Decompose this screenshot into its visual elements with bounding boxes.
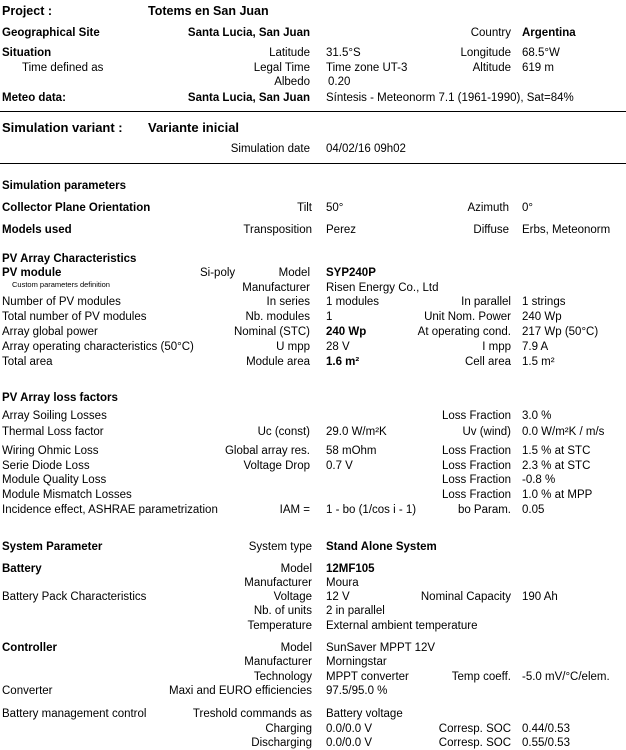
models-label: Models used [2, 224, 72, 236]
efficiencies-value: 97.5/95.0 % [326, 685, 388, 697]
impp-value: 7.9 A [522, 341, 549, 353]
technology-value: MPPT converter [326, 671, 409, 683]
efficiencies-label: Maxi and EURO efficiencies [169, 685, 312, 697]
legal-time-value: Time zone UT-3 [326, 62, 408, 74]
mismatch-value: 1.0 % at MPP [522, 489, 593, 501]
divider [0, 163, 626, 164]
time-defined-label: Time defined as [22, 62, 104, 74]
discharging-soc-label: Corresp. SOC [438, 737, 511, 749]
total-area-label: Total area [2, 356, 53, 368]
orientation-label: Collector Plane Orientation [2, 202, 151, 214]
transposition-label: Transposition [243, 224, 312, 236]
manufacturer-value: Risen Energy Co., Ltd [326, 282, 439, 294]
albedo-label: Albedo [274, 76, 310, 88]
transposition-value: Perez [326, 224, 357, 236]
pv-module-label: PV module [2, 267, 62, 279]
threshold-label: Treshold commands as [192, 708, 312, 720]
discharging-value: 0.0/0.0 V [326, 737, 373, 749]
geo-site-label: Geographical Site [2, 27, 100, 39]
global-res-label: Global array res. [224, 445, 310, 457]
quality-value: -0.8 % [522, 474, 556, 486]
converter-label: Converter [2, 685, 53, 697]
nb-modules-value: 1 [326, 311, 333, 323]
geo-site-value: Santa Lucia, San Juan [187, 27, 310, 39]
diode-value: 2.3 % at STC [522, 460, 591, 472]
country-value: Argentina [522, 27, 576, 39]
loss-fraction-label: Loss Fraction [441, 489, 511, 501]
latitude-label: Latitude [269, 47, 310, 59]
in-parallel-label: In parallel [461, 296, 511, 308]
discharging-label: Discharging [251, 737, 312, 749]
controller-manufacturer-value: Morningstar [326, 656, 387, 668]
system-type-value: Stand Alone System [326, 541, 437, 553]
ohmic-label: Wiring Ohmic Loss [2, 445, 99, 457]
albedo-value: 0.20 [328, 76, 351, 88]
in-series-label: In series [266, 296, 310, 308]
meteo-value: Síntesis - Meteonorm 7.1 (1961-1990), Sat=84% [326, 92, 574, 104]
nominal-value: 240 Wp [326, 326, 367, 338]
pv-array-title: PV Array Characteristics [2, 253, 137, 265]
diffuse-value: Erbs, Meteonorm [522, 224, 611, 236]
controller-label: Controller [2, 642, 57, 654]
project-name: Totems en San Juan [148, 4, 269, 18]
controller-manufacturer-label: Manufacturer [244, 656, 312, 668]
custom-params-note: Custom parameters definition [12, 280, 110, 289]
legal-time-label: Legal Time [253, 62, 310, 74]
battery-label: Battery [2, 563, 42, 575]
discharging-soc-value: 0.55/0.53 [522, 737, 570, 749]
in-parallel-value: 1 strings [522, 296, 566, 308]
voltage-drop-label: Voltage Drop [243, 460, 310, 472]
longitude-value: 68.5°W [522, 47, 560, 59]
iam-formula: 1 - bo (1/cos i - 1) [326, 504, 417, 516]
module-area-label: Module area [246, 356, 310, 368]
longitude-label: Longitude [460, 47, 511, 59]
temp-coeff-label: Temp coeff. [451, 671, 511, 683]
temperature-value: External ambient temperature [326, 620, 478, 632]
units-value: 2 in parallel [326, 605, 385, 617]
unit-power-value: 240 Wp [522, 311, 562, 323]
battery-model-value: 12MF105 [326, 563, 375, 575]
loss-fraction-label: Loss Fraction [441, 460, 511, 472]
latitude-value: 31.5°S [326, 47, 361, 59]
unit-power-label: Unit Nom. Power [424, 311, 511, 323]
loss-fraction-label: Loss Fraction [441, 474, 511, 486]
thermal-label: Thermal Loss factor [2, 426, 104, 438]
uv-value: 0.0 W/m²K / m/s [522, 426, 605, 438]
battery-pack-label: Battery Pack Characteristics [2, 591, 147, 603]
global-res-value: 58 mOhm [326, 445, 377, 457]
mismatch-label: Module Mismatch Losses [2, 489, 132, 501]
umpp-value: 28 V [326, 341, 350, 353]
controller-model-value: SunSaver MPPT 12V [326, 642, 436, 654]
tilt-label: Tilt [297, 202, 312, 214]
iam-label: Incidence effect, ASHRAE parametrization [2, 504, 218, 516]
manufacturer-label: Manufacturer [242, 282, 310, 294]
quality-label: Module Quality Loss [2, 474, 107, 486]
system-title: System Parameter [2, 541, 103, 553]
technology-label: Technology [253, 671, 312, 683]
battery-manufacturer-value: Moura [326, 577, 359, 589]
temperature-label: Temperature [247, 620, 312, 632]
loss-fraction-label: Loss Fraction [441, 410, 511, 422]
pv-module-tech: Si-poly [200, 267, 236, 279]
operating-label: At operating cond. [417, 326, 511, 338]
loss-fraction-label: Loss Fraction [441, 445, 511, 457]
nb-modules-label: Nb. modules [245, 311, 310, 323]
altitude-label: Altitude [472, 62, 511, 74]
meteo-site: Santa Lucia, San Juan [187, 92, 310, 104]
global-power-label: Array global power [2, 326, 98, 338]
op-char-label: Array operating characteristics (50°C) [2, 341, 194, 353]
azimuth-label: Azimuth [467, 202, 509, 214]
charging-soc-value: 0.44/0.53 [522, 723, 570, 735]
divider [0, 111, 626, 112]
voltage-label: Voltage [273, 591, 312, 603]
diode-label: Serie Diode Loss [2, 460, 90, 472]
capacity-label: Nominal Capacity [420, 591, 511, 603]
country-label: Country [470, 27, 511, 39]
bo-label: bo Param. [457, 504, 511, 516]
uv-label: Uv (wind) [462, 426, 511, 438]
variant-value: Variante inicial [148, 120, 240, 135]
battery-manufacturer-label: Manufacturer [244, 577, 312, 589]
uc-value: 29.0 W/m²K [326, 426, 387, 438]
losses-title: PV Array loss factors [2, 392, 118, 404]
impp-label: I mpp [482, 341, 511, 353]
variant-label: Simulation variant : [2, 120, 123, 135]
nominal-label: Nominal (STC) [233, 326, 310, 338]
units-label: Nb. of units [253, 605, 312, 617]
cell-area-value: 1.5 m² [522, 356, 555, 368]
soiling-label: Array Soiling Losses [2, 410, 107, 422]
model-label: Model [278, 267, 310, 279]
sim-params-title: Simulation parameters [2, 180, 126, 192]
temp-coeff-value: -5.0 mV/°C/elem. [522, 671, 610, 683]
azimuth-value: 0° [522, 202, 533, 214]
module-area-value: 1.6 m² [326, 356, 360, 368]
sim-date-value: 04/02/16 09h02 [326, 143, 406, 155]
soiling-value: 3.0 % [522, 410, 552, 422]
meteo-label: Meteo data: [2, 92, 66, 104]
voltage-drop-value: 0.7 V [326, 460, 353, 472]
capacity-value: 190 Ah [522, 591, 558, 603]
total-modules-label: Total number of PV modules [2, 311, 147, 323]
uc-label: Uc (const) [257, 426, 310, 438]
voltage-value: 12 V [326, 591, 350, 603]
cell-area-label: Cell area [464, 356, 511, 368]
charging-soc-label: Corresp. SOC [438, 723, 511, 735]
altitude-value: 619 m [522, 62, 554, 74]
sim-date-label: Simulation date [230, 143, 310, 155]
threshold-value: Battery voltage [326, 708, 403, 720]
project-label: Project : [2, 4, 53, 18]
in-series-value: 1 modules [326, 296, 380, 308]
charging-value: 0.0/0.0 V [326, 723, 373, 735]
system-type-label: System type [248, 541, 312, 553]
bo-value: 0.05 [522, 504, 545, 516]
tilt-value: 50° [326, 202, 344, 214]
controller-model-label: Model [280, 642, 312, 654]
charging-label: Charging [265, 723, 312, 735]
ohmic-value: 1.5 % at STC [522, 445, 591, 457]
battery-model-label: Model [280, 563, 312, 575]
umpp-label: U mpp [276, 341, 310, 353]
diffuse-label: Diffuse [473, 224, 509, 236]
iam-eq-label: IAM = [279, 504, 310, 516]
operating-value: 217 Wp (50°C) [522, 326, 599, 338]
num-modules-label: Number of PV modules [2, 296, 121, 308]
situation-label: Situation [2, 47, 52, 59]
model-value: SYP240P [326, 267, 376, 279]
bmc-label: Battery management control [2, 708, 147, 720]
